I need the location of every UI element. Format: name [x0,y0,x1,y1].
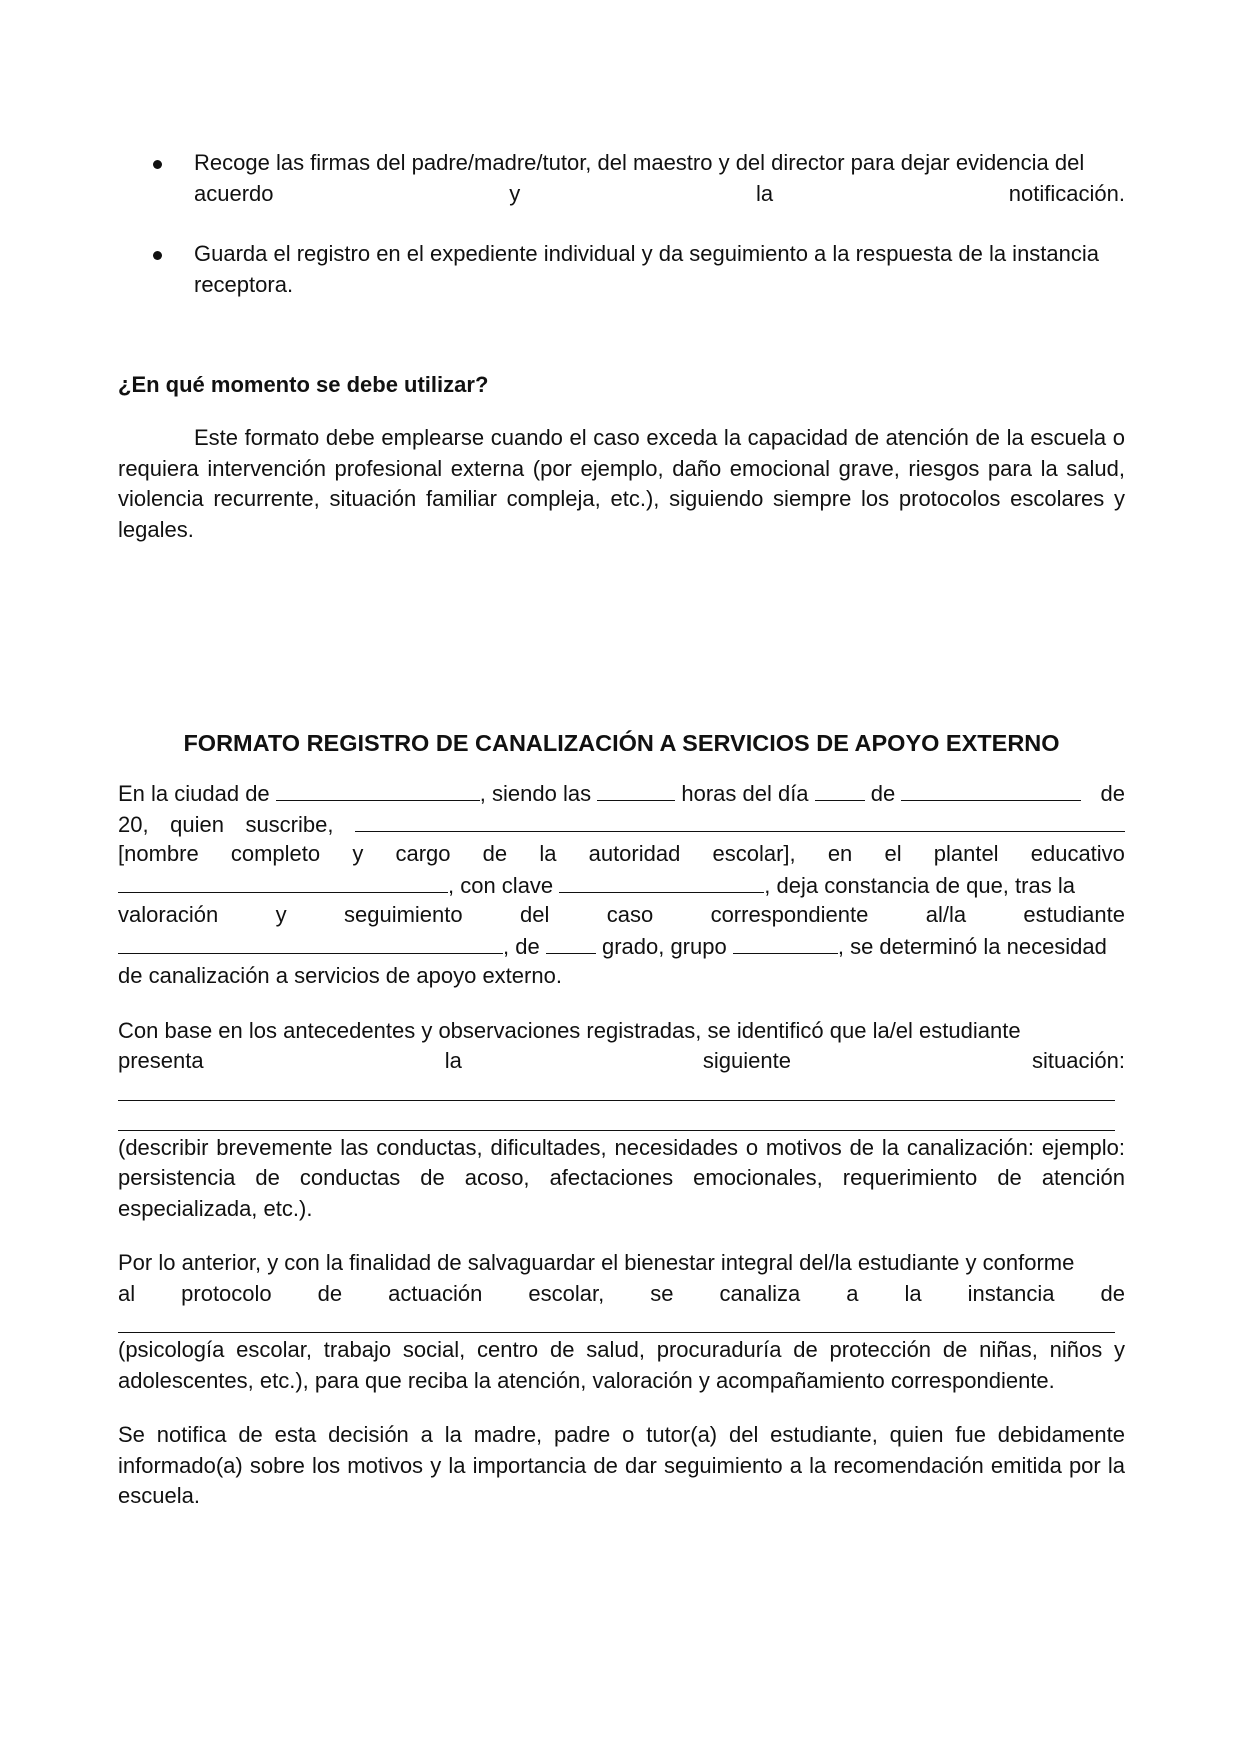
form-line-student: , de grado, grupo , se determinó la necesidad [118,931,1125,962]
student-blank[interactable] [118,931,503,954]
form-line-end: de canalización a servicios de apoyo externo. [118,963,562,988]
situation-blank-2[interactable] [118,1101,1115,1131]
referral-note: (psicología escolar, trabajo social, centro de salud, procuraduría de protección de niñas, niños y adolescentes, etc.), para que reciba la atención, valoración y acompañamiento correspondiente. [118,1337,1125,1393]
group-blank[interactable] [733,931,838,954]
situation-line: Con base en los antecedentes y observaciones registradas, se identificó que la/el estudiante [118,1017,1021,1043]
city-blank[interactable] [276,778,480,801]
bullet-line-justified: acuerdo y la notificación. [194,180,1125,206]
situation-blank-1[interactable] [118,1077,1115,1101]
form-line-city: En la ciudad de , siendo las horas del día de de [118,778,1125,809]
bullet-item-record [118,239,1125,300]
bullet-line: Recoge las firmas del padre/madre/tutor, del maestro y del director para dejar evidencia del [194,150,1085,175]
bullet-line: receptora. [194,271,294,297]
bullet-dot-icon [153,160,162,169]
referral-line-justified: al protocolo de actuación escolar, se canaliza a la instancia de [118,1280,1125,1306]
form-body [118,778,1125,1512]
bullet-line: Guarda el registro en el expediente individual y da seguimiento a la respuesta de la instancia [194,241,1100,266]
bullet-dot-icon [153,251,162,260]
school-blank[interactable] [118,870,448,893]
month-blank[interactable] [901,778,1081,801]
form-line-signer: 20, quien suscribe, [118,809,1125,840]
form-line-name: [nombre completo y cargo de la autoridad escolar], en el plantel educativo [118,841,1125,866]
bullet-item-signatures [118,148,1125,209]
form-title: FORMATO REGISTRO DE CANALIZACIÓN A SERVICIOS DE APOYO EXTERNO [183,730,1060,756]
situation-line-justified: presenta la siguiente situación: [118,1048,1125,1073]
usage-paragraph: Este formato debe emplearse cuando el caso exceda la capacidad de atención de la escuela o requiera intervención profesional externa (por ejemplo, daño emocional grave, riesgos para la salud, violencia recurrente, situación familiar compleja, etc.), siguiendo siempre los protocolos escolares y legales. [118,425,1125,542]
notification-paragraph: Se notifica de esta decisión a la madre, padre o tutor(a) del estudiante, quien fue debidamente informado(a) sobre los motivos y la importancia de dar seguimiento a la recomendación emitida por la escuela. [118,1422,1125,1508]
key-blank[interactable] [559,870,764,893]
institution-blank[interactable] [118,1309,1115,1333]
hours-blank[interactable] [597,778,675,801]
form-line-school: , con clave , deja constancia de que, tras la [118,870,1125,901]
situation-note: (describir brevemente las conductas, dificultades, necesidades o motivos de la canalización: ejemplo: persistencia de conductas de acoso, afectaciones emocionales, requerimiento de atención especializada, etc.). [118,1134,1125,1221]
referral-line: Por lo anterior, y con la finalidad de salvaguardar el bienestar integral del/la estudiante y conforme [118,1250,1075,1275]
day-blank[interactable] [815,778,865,801]
form-line-evaluation: valoración y seguimiento del caso correspondiente al/la estudiante [118,902,1125,927]
section-heading: ¿En qué momento se debe utilizar? [118,372,489,397]
grade-blank[interactable] [546,931,596,954]
signer-blank[interactable] [355,809,1125,832]
